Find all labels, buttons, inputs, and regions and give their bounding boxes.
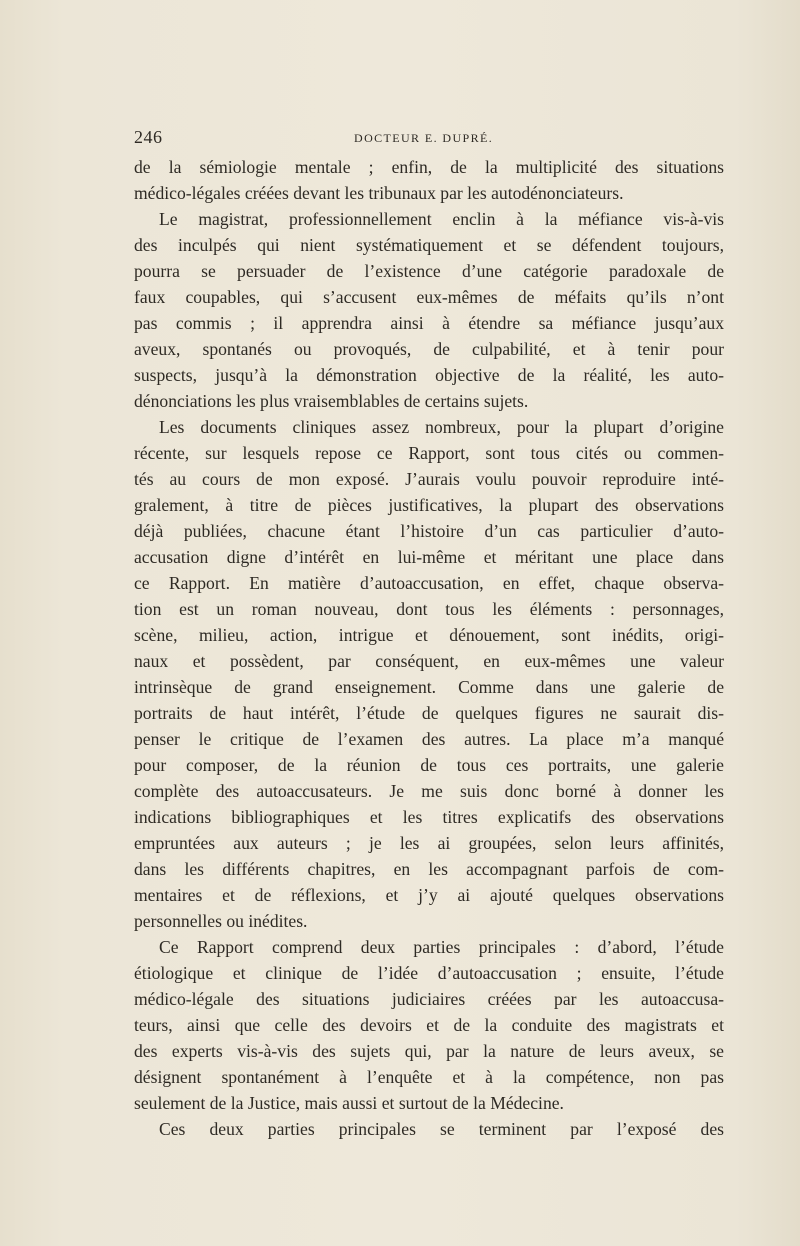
text-line: aveux, spontanés ou provoqués, de culpabilité, et à tenir pour — [134, 339, 724, 359]
text-line: scène, milieu, action, intrigue et dénouement, sont inédits, origi- — [134, 625, 724, 645]
text-line: tion est un roman nouveau, dont tous les éléments : personnages, — [134, 599, 724, 619]
text-line: tés au cours de mon exposé. J’aurais voulu pouvoir reproduire inté- — [134, 469, 724, 489]
text-line: pour composer, de la réunion de tous ces portraits, une galerie — [134, 755, 724, 775]
page-header — [134, 127, 724, 151]
text-line: Ce Rapport comprend deux parties principales : d’abord, l’étude — [159, 937, 724, 957]
text-line: médico-légales créées devant les tribunaux par les autodénonciateurs. — [134, 183, 624, 203]
text-line: Le magistrat, professionnellement enclin à la méfiance vis-à-vis — [159, 209, 724, 229]
text-line: mentaires et de réflexions, et j’y ai ajouté quelques observations — [134, 885, 724, 905]
text-line: dans les différents chapitres, en les accompagnant parfois de com- — [134, 859, 724, 879]
text-line: Ces deux parties principales se terminent par l’exposé des — [159, 1119, 724, 1139]
text-line: gralement, à titre de pièces justificatives, la plupart des observations — [134, 495, 724, 515]
text-line: penser le critique de l’examen des autres. La place m’a manqué — [134, 729, 724, 749]
page-number: 246 — [134, 127, 163, 147]
text-line: étiologique et clinique de l’idée d’autoaccusation ; ensuite, l’étude — [134, 963, 724, 983]
text-line: déjà publiées, chacune étant l’histoire d’un cas particulier d’auto- — [134, 521, 724, 541]
text-line: indications bibliographiques et les titres explicatifs des observations — [134, 807, 724, 827]
text-line: Les documents cliniques assez nombreux, pour la plupart d’origine — [159, 417, 724, 437]
text-line: portraits de haut intérêt, l’étude de quelques figures ne saurait dis- — [134, 703, 724, 723]
text-line: de la sémiologie mentale ; enfin, de la multiplicité des situations — [134, 157, 724, 177]
body-text — [134, 154, 724, 1142]
text-line: suspects, jusqu’à la démonstration objective de la réalité, les auto- — [134, 365, 724, 385]
text-line: des experts vis-à-vis des sujets qui, par la nature de leurs aveux, se — [134, 1041, 724, 1061]
text-line: personnelles ou inédites. — [134, 911, 308, 931]
text-line: désignent spontanément à l’enquête et à la compétence, non pas — [134, 1067, 724, 1087]
text-line: teurs, ainsi que celle des devoirs et de la conduite des magistrats et — [134, 1015, 724, 1035]
text-line: intrinsèque de grand enseignement. Comme dans une galerie de — [134, 677, 724, 697]
text-line: naux et possèdent, par conséquent, en eux-mêmes une valeur — [134, 651, 724, 671]
text-line: faux coupables, qui s’accusent eux-mêmes de méfaits qu’ils n’ont — [134, 287, 724, 307]
text-line: dénonciations les plus vraisemblables de certains sujets. — [134, 391, 529, 411]
running-head: DOCTEUR E. DUPRÉ. — [354, 131, 494, 145]
text-line: médico-légale des situations judiciaires créées par les autoaccusa- — [134, 989, 724, 1009]
text-line: ce Rapport. En matière d’autoaccusation, en effet, chaque observa- — [134, 573, 724, 593]
text-line: des inculpés qui nient systématiquement et se défendent toujours, — [134, 235, 724, 255]
text-line: complète des autoaccusateurs. Je me suis donc borné à donner les — [134, 781, 724, 801]
text-line: pas commis ; il apprendra ainsi à étendre sa méfiance jusqu’aux — [134, 313, 724, 333]
text-line: pourra se persuader de l’existence d’une catégorie paradoxale de — [134, 261, 724, 281]
text-line: empruntées aux auteurs ; je les ai groupées, selon leurs affinités, — [134, 833, 724, 853]
text-line: accusation digne d’intérêt en lui-même et méritant une place dans — [134, 547, 724, 567]
text-line: récente, sur lesquels repose ce Rapport, sont tous cités ou commen- — [134, 443, 724, 463]
text-line: seulement de la Justice, mais aussi et surtout de la Médecine. — [134, 1093, 564, 1113]
